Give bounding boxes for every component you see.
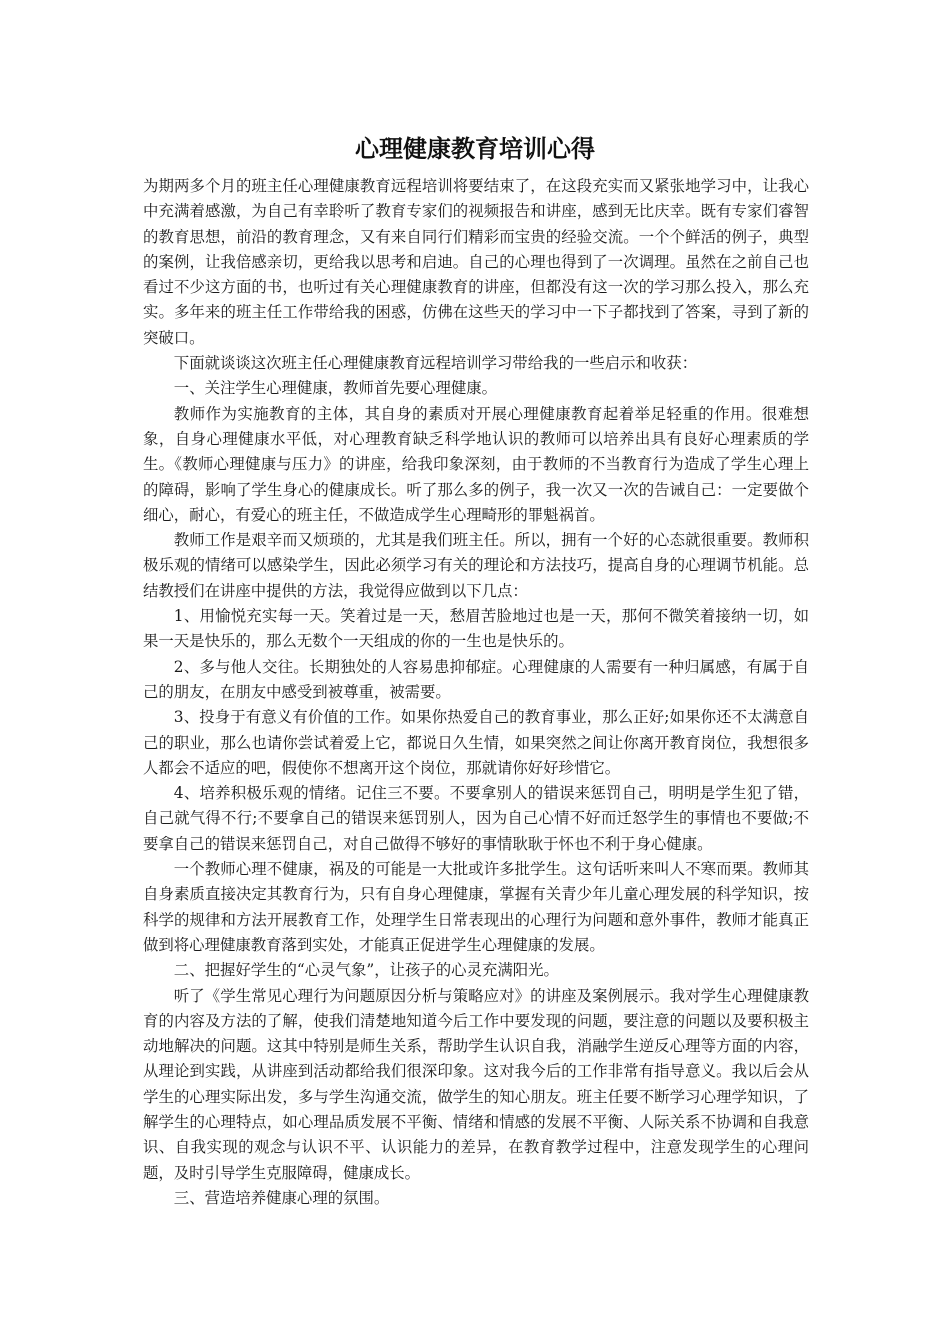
document-title: 心理健康教育培训心得 [355,134,595,163]
list-item-point-1: 1、用愉悦充实每一天。笑着过是一天，愁眉苦脸地过也是一天，那何不微笑着接纳一切，如果一天是快乐的，那么无数个一天组成的你的一生也是快乐的。 [143,607,809,651]
paragraph: 一个教师心理不健康，祸及的可能是一大批或许多批学生。这句话听来叫人不寒而栗。教师其自身素质直接决定其教育行为，只有自身心理健康，掌握有关青少年儿童心理发展的科学知识，按科学的规律和方法开展教育工作，处理学生日常表现出的心理行为问题和意外事件，教师才能真正做到将心理健康教育落到实处，才能真正促进学生心理健康的发展。 [143,860,809,954]
section-heading-2: 二、把握好学生的“心灵气象”，让孩子的心灵充满阳光。 [173,961,559,980]
list-item-point-4: 4、培养积极乐观的情绪。记住三不要。不要拿别人的错误来惩罚自己，明明是学生犯了错，自己就气得不行;不要拿自己的错误来惩罚别人，因为自己心情不好而迁怒学生的事情也不要做;不要拿自己的错误来惩罚自己，对自己做得不够好的事情耿耿于怀也不利于身心健康。 [143,784,809,853]
paragraph-intro: 为期两多个月的班主任心理健康教育远程培训将要结束了，在这段充实而又紧张地学习中，让我心中充满着感激，为自己有幸聆听了教育专家们的视频报告和讲座，感到无比庆幸。既有专家们睿智的教育思想，前沿的教育理念，又有来自同行们精彩而宝贵的经验交流。一个个鲜活的例子，典型的案例，让我倍感亲切，更给我以思考和启迪。自己的心理也得到了一次调理。虽然在之前自己也看过不少这方面的书，也听过有关心理健康教育的讲座，但都没有这一次的学习那么投入，那么充实。多年来的班主任工作带给我的困惑，仿佛在这些天的学习中一下子都找到了答案，寻到了新的突破口。 [143,177,809,347]
paragraph-overview: 下面就谈谈这次班主任心理健康教育远程培训学习带给我的一些启示和收获： [173,354,698,373]
list-item-point-3: 3、投身于有意义有价值的工作。如果你热爱自己的教育事业，那么正好;如果你还不太满意自己的职业，那么也请你尝试着爱上它，都说日久生情，如果突然之间让你离开教育岗位，我想很多人都会不适应的吧，假使你不想离开这个岗位，那就请你好好珍惜它。 [143,708,809,777]
list-item-point-2: 2、多与他人交往。长期独处的人容易患抑郁症。心理健康的人需要有一种归属感，有属于自己的朋友，在朋友中感受到被尊重，被需要。 [143,657,809,701]
section-heading-3: 三、营造培养健康心理的氛围。 [173,1188,390,1207]
document-body [143,174,809,1211]
section-heading-1: 一、关注学生心理健康，教师首先要心理健康。 [173,379,498,398]
paragraph: 教师工作是艰辛而又烦琐的，尤其是我们班主任。所以，拥有一个好的心态就很重要。教师积极乐观的情绪可以感染学生，因此必须学习有关的理论和方法技巧，提高自身的心理调节机能。总结教授们在讲座中提供的方法，我觉得应做到以下几点： [143,531,809,600]
paragraph: 教师作为实施教育的主体，其自身的素质对开展心理健康教育起着举足轻重的作用。很难想象，自身心理健康水平低，对心理教育缺乏科学地认识的教师可以培养出具有良好心理素质的学生。《教师心理健康与压力》的讲座，给我印象深刻，由于教师的不当教育行为造成了学生心理上的障碍，影响了学生身心的健康成长。听了那么多的例子，我一次又一次的告诫自己：一定要做个细心，耐心，有爱心的班主任，不做造成学生心理畸形的罪魁祸首。 [143,404,809,524]
paragraph: 听了《学生常见心理行为问题原因分析与策略应对》的讲座及案例展示。我对学生心理健康教育的内容及方法的了解，使我们清楚地知道今后工作中要发现的问题，要注意的问题以及要积极主动地解决的问题。这其中特别是师生关系，帮助学生认识自我，消融学生逆反心理等方面的内容，从理论到实践，从讲座到活动都给我们很深印象。这对我今后的工作非常有指导意义。我以后会从学生的心理实际出发，多与学生沟通交流，做学生的知心朋友。班主任要不断学习心理学知识，了解学生的心理特点，如心理品质发展不平衡、情绪和情感的发展不平衡、人际关系不协调和自我意识、自我实现的观念与认识不平、认识能力的差异，在教育教学过程中，注意发现学生的心理问题，及时引导学生克服障碍，健康成长。 [143,986,809,1182]
